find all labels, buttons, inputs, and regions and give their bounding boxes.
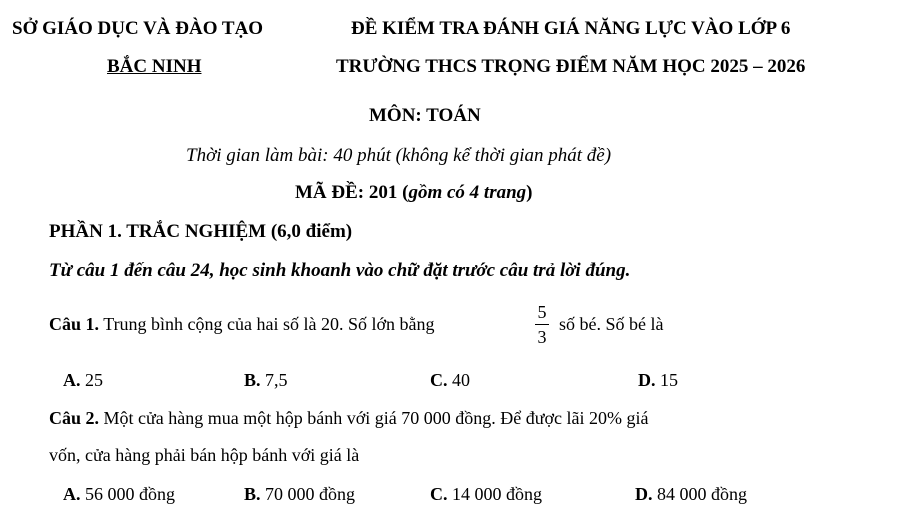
q1-option-c[interactable] — [430, 370, 470, 391]
section-title: PHẦN 1. TRẮC NGHIỆM (6,0 điểm) — [49, 221, 353, 242]
option-value: 15 — [660, 370, 678, 390]
question-1-label: Câu 1. — [49, 314, 100, 334]
exam-code-prefix: MÃ ĐỀ: 201 ( — [295, 182, 409, 203]
fraction-denominator: 3 — [537, 327, 547, 347]
province-name: BẮC NINH — [107, 56, 202, 77]
q2-option-d[interactable] — [635, 484, 747, 505]
option-letter: D. — [638, 370, 656, 390]
option-letter: C. — [430, 370, 448, 390]
fraction-numerator: 5 — [535, 302, 549, 325]
question-2 — [49, 408, 648, 429]
q2-option-a[interactable] — [63, 484, 175, 505]
subject-title: MÔN: TOÁN — [369, 105, 481, 126]
q1-option-d[interactable] — [638, 370, 678, 391]
question-2-line1: Một cửa hàng mua một hộp bánh với giá 70 000 đồng. Để được lãi 20% giá — [103, 408, 649, 428]
q1-option-a[interactable] — [63, 370, 103, 391]
exam-code — [295, 182, 532, 204]
exam-title: ĐỀ KIỂM TRA ĐÁNH GIÁ NĂNG LỰC VÀO LỚP 6 — [351, 18, 791, 39]
question-1-text-after: số bé. Số bé là — [559, 314, 664, 334]
department-name: SỞ GIÁO DỤC VÀ ĐÀO TẠO — [12, 18, 264, 39]
option-value: 70 000 đồng — [265, 484, 356, 504]
option-value: 14 000 đồng — [452, 484, 542, 504]
option-letter: A. — [63, 484, 81, 504]
option-value: 25 — [85, 370, 103, 390]
option-value: 40 — [452, 370, 470, 390]
q1-option-b[interactable] — [244, 370, 288, 391]
section-instruction: Từ câu 1 đến câu 24, học sinh khoanh vào chữ đặt trước câu trả lời đúng. — [49, 260, 631, 281]
option-value: 56 000 đồng — [85, 484, 175, 504]
option-value: 7,5 — [265, 370, 288, 390]
question-1 — [49, 314, 435, 335]
time-note: Thời gian làm bài: 40 phút (không kể thời gian phát đề) — [186, 145, 612, 166]
option-letter: B. — [244, 370, 261, 390]
exam-code-pages: gồm có 4 trang — [408, 182, 527, 203]
option-letter: C. — [430, 484, 448, 504]
option-value: 84 000 đồng — [657, 484, 747, 504]
q2-option-c[interactable] — [430, 484, 542, 505]
option-letter: A. — [63, 370, 81, 390]
school-year: TRƯỜNG THCS TRỌNG ĐIỂM NĂM HỌC 2025 – 2026 — [336, 56, 806, 77]
question-1-text-before: Trung bình cộng của hai số là 20. Số lớn bằng — [103, 314, 435, 334]
question-1-fraction — [535, 302, 549, 347]
question-2-label: Câu 2. — [49, 408, 100, 428]
exam-code-suffix: ) — [526, 182, 533, 203]
option-letter: B. — [244, 484, 261, 504]
option-letter: D. — [635, 484, 653, 504]
question-2-line2: vốn, cửa hàng phải bán hộp bánh với giá là — [49, 445, 360, 465]
q2-option-b[interactable] — [244, 484, 355, 505]
